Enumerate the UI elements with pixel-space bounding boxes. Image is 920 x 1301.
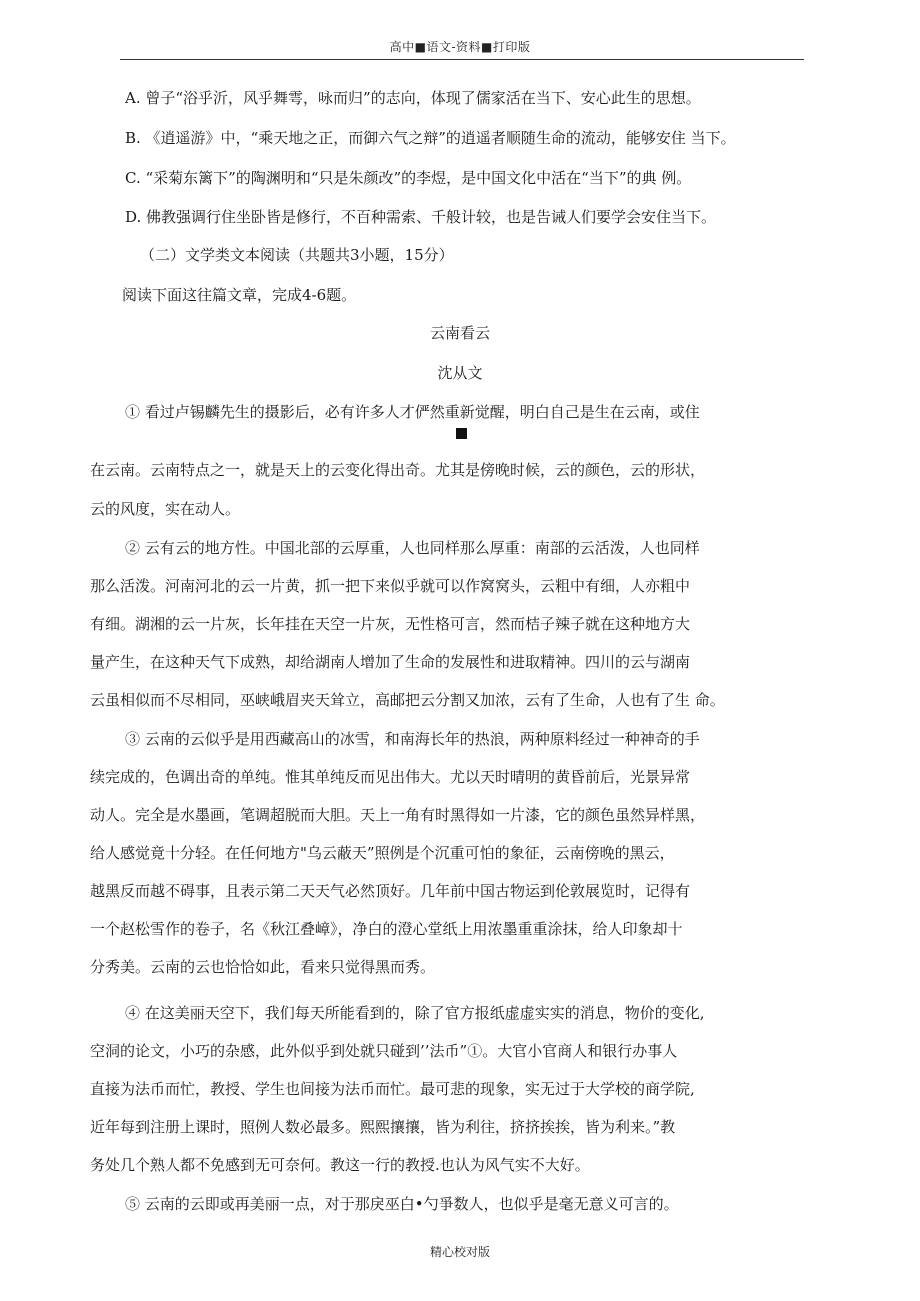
paragraph-3-line: 给人感觉竟十分轻。在任何地方"乌云蔽天”照例是个沉重可怕的象征，云南傍晚的黑云， — [90, 844, 675, 862]
paragraph-3-line: ③ 云南的云似乎是用西藏高山的冰雪，和南海长年的热浪，两种原料经过一种神奇的手 — [125, 730, 700, 748]
paragraph-1-line: 在云南。云南特点之一，就是天上的云变化得出奇。尤其是傍晚时候，云的颜色，云的形状， — [90, 461, 706, 479]
header-divider — [120, 59, 804, 60]
article-author: 沈从文 — [437, 364, 483, 382]
page-header: 高中■语文-资料■打印版 — [389, 40, 531, 54]
reading-instruction: 阅读下面这往篇文章，完成4-6题。 — [122, 286, 357, 304]
option-b: B. 《逍遥游》中，“乘天地之正，而御六气之辩”的逍遥者顺随生命的流动，能够安住 当下。 — [125, 129, 736, 147]
paragraph-4-line: ④ 在这美丽天空下，我们每天所能看到的，除了官方报纸虚虚实实的消息，物价的变化, — [125, 1004, 705, 1022]
paragraph-4-line: 务处几个熟人都不免感到无可奈何。教这一行的教授.也认为风气实不大好。 — [90, 1156, 590, 1174]
article-title: 云南看云 — [429, 324, 490, 342]
paragraph-3-line: 分秀美。云南的云也恰恰如此，看来只觉得黑而秀。 — [90, 958, 436, 976]
paragraph-4-line: 直接为法币而忙，教授、学生也间接为法币而忙。最可悲的现象，实无过于大学校的商学院, — [90, 1080, 695, 1098]
paragraph-5-line: ⑤ 云南的云即或再美丽一点，对于那戾巫白•勺爭数人，也似乎是毫无意义可言的。 — [125, 1195, 679, 1213]
paragraph-1-line: 云的风度，实在动人。 — [90, 500, 241, 518]
square-mark — [456, 428, 467, 439]
paragraph-3-line: 一个赵松雪作的卷子，名《秋江叠嶂》，净白的澄心堂纸上用浓墨重重涂抹，给人印象却十 — [90, 920, 683, 938]
paragraph-4-line: 空洞的论文，小巧的杂感，此外似乎到处就只碰到’’法币”①。大官小官商人和银行办事人 — [90, 1042, 678, 1060]
paragraph-1-line: ① 看过卢锡麟先生的摄影后，必有许多人才俨然重新觉醒，明白自己是生在云南，或住 — [125, 403, 700, 421]
paragraph-3-line: 续完成的，色调出奇的单纯。惟其单纯反而见出伟大。尤以天时晴明的黄昏前后，光景异常 — [90, 768, 691, 786]
paragraph-2-line: ② 云有云的地方性。中国北部的云厚重，人也同样那么厚重：南部的云活泼，人也同样 — [125, 539, 700, 557]
page-footer: 精心校对版 — [429, 1245, 490, 1259]
section-heading: （二）文学类文本阅读（共题共3小题，15分） — [140, 246, 454, 264]
option-d: D. 佛教强调行住坐卧皆是修行，不百种需索、千般计较，也是告诫人们要学会安住当下。 — [125, 208, 717, 226]
option-c: C. “采菊东篱下”的陶渊明和“只是朱颜改”的李煜，是中国文化中活在“当下”的典 例。 — [125, 169, 692, 187]
option-a: A. 曾子“浴乎沂，风乎舞雩，咏而归”的志向，体现了儒家活在当下、安心此生的思想。 — [125, 89, 701, 107]
paragraph-3-line: 越黑反而越不碍事，且表示第二天天气必然顶好。几年前中国古物运到伦敦展览时，记得有 — [90, 882, 691, 900]
paragraph-2-line: 云虽相似而不尽相同，巫峡峨眉夹天耸立，高邮把云分割又加浓，云有了生命，人也有了生 命。 — [90, 691, 725, 709]
paragraph-4-line: 近年每到注册上课时，照例人数必最多。熙熙攘攘，皆为利往，挤挤挨挨，皆为利来。”教 — [90, 1118, 676, 1136]
paragraph-2-line: 量产生，在这种天气下成熟，却给湖南人增加了生命的发展性和进取精神。四川的云与湖南 — [90, 653, 691, 671]
paragraph-2-line: 那么活泼。河南河北的云一片黄，抓一把下来似乎就可以作窝窝头，云粗中有细，人亦粗中 — [90, 577, 691, 595]
paragraph-2-line: 有细。湖湘的云一片灰，长年挂在天空一片灰，无性格可言，然而桔子辣子就在这种地方大 — [90, 615, 691, 633]
paragraph-3-line: 动人。完全是水墨画，笔调超脱而大胆。天上一角有时黑得如一片漆，它的颜色虽然异样黑， — [90, 806, 706, 824]
